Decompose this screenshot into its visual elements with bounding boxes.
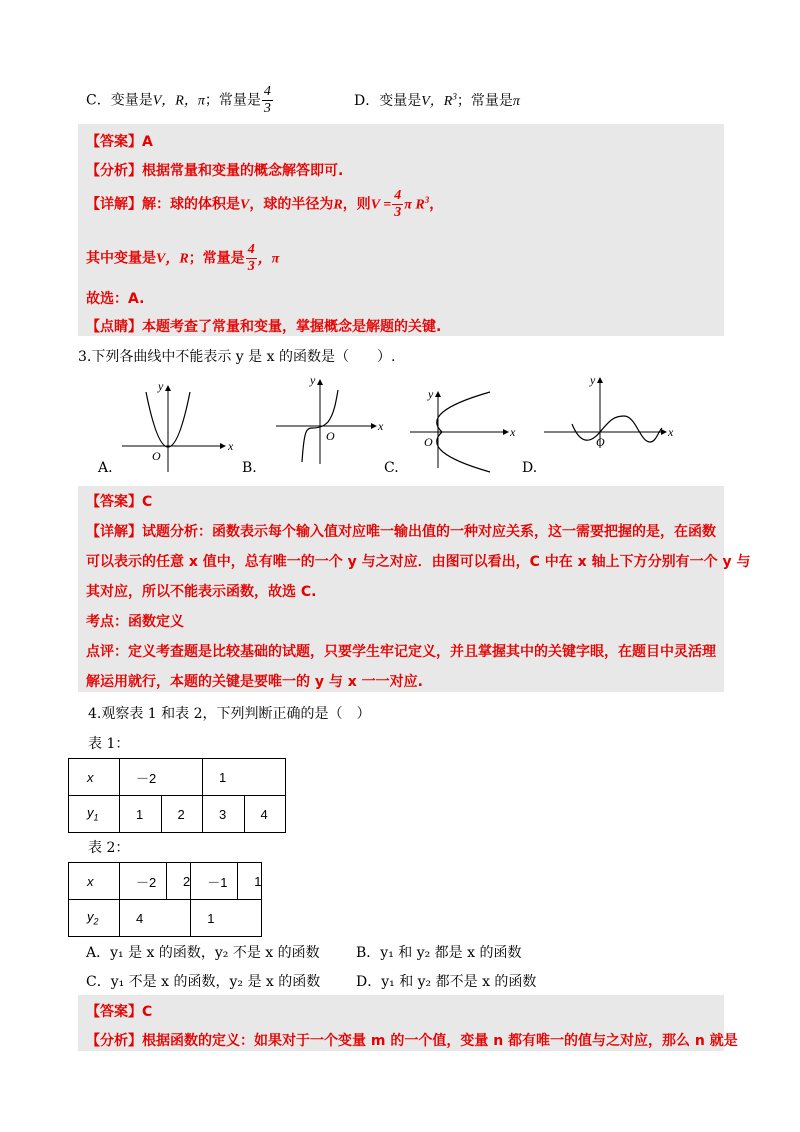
table2-cell: －2: [120, 863, 167, 900]
graph-b-x-label: x: [378, 419, 384, 433]
detail-prefix: 【详解】解：球的体积是: [86, 196, 240, 213]
q3-answer-line: 【答案】C: [86, 494, 153, 510]
detail-end: ，: [429, 196, 444, 213]
detail-then: ，则: [342, 196, 371, 213]
q2-answer-line: 【答案】A: [86, 134, 153, 150]
table1-cell: 3: [203, 796, 245, 833]
graph-d-y-label: y: [590, 373, 596, 387]
table1-cell: 2: [161, 796, 203, 833]
graph-c-x-label: x: [510, 425, 516, 439]
vars-pi: ，π: [257, 251, 280, 267]
table2-cell: 1: [191, 900, 262, 937]
q4-option-c: C．y₁ 不是 x 的函数，y₂ 是 x 的函数: [86, 974, 321, 990]
vars-fraction: [246, 242, 257, 275]
q2-comment-line: 【点睛】本题考查了常量和变量，掌握概念是解题的关键.: [86, 319, 442, 335]
option-c-prefix: C．变量是: [86, 92, 153, 109]
q2-option-c: [86, 84, 274, 117]
q3-detail-line-2: 可以表示的任意 x 值中，总有唯一的一个 y 与之对应．由图可以看出，C 中在 x 轴上下方分别有一个 y 与: [86, 554, 751, 570]
q2-conclusion-line: 故选：A.: [86, 291, 145, 307]
table-row: [69, 900, 262, 937]
q3-detail-line-3: 其对应，所以不能表示函数，故选 C.: [86, 584, 317, 600]
q4-option-a: A．y₁ 是 x 的函数，y₂ 不是 x 的函数: [86, 945, 320, 961]
option-d-vars: V，R: [421, 94, 453, 109]
q3-label-c: C.: [384, 460, 399, 476]
vars-frac-num: 4: [247, 242, 255, 257]
q4-analysis-line: 【分析】根据函数的定义：如果对于一个变量 m 的一个值，变量 n 都有唯一的值与之对应，那么 n 就是: [86, 1033, 738, 1049]
q3-label-d: D.: [522, 460, 538, 476]
fraction-four-thirds: [262, 84, 273, 117]
graph-b: [276, 373, 384, 464]
vars-frac-den: 3: [247, 259, 255, 274]
table2-cell: 1: [238, 863, 262, 900]
q2-vars-line: [86, 242, 279, 275]
table1-cell: 1: [120, 796, 162, 833]
table2-title: 表 2：: [88, 840, 130, 856]
option-d-const: π: [512, 94, 520, 109]
graph-a-origin: O: [152, 449, 161, 463]
detail-frac-den: 3: [394, 205, 402, 220]
graph-a-y-label: y: [158, 379, 164, 393]
option-c-vars: V，R，π: [152, 93, 205, 109]
q2-option-d: [354, 90, 520, 110]
table-row: [69, 759, 286, 796]
frac-den: 3: [263, 101, 271, 116]
q4-stem: 4.观察表 1 和表 2，下列判断正确的是（ ）: [88, 706, 371, 722]
table-2: [68, 862, 262, 937]
graph-d-origin: O: [596, 435, 605, 449]
table2-x-label: x: [69, 863, 120, 900]
graph-b-y-label: y: [310, 373, 316, 387]
graph-c: [410, 387, 516, 472]
vars-prefix: 其中变量是: [86, 250, 156, 267]
table1-cell: －2: [120, 759, 203, 796]
detail-formula: V =: [370, 197, 392, 213]
option-d-mid: ；常量是: [456, 93, 513, 109]
detail-mid: ，球的半径为: [249, 196, 334, 213]
q3-comment-line-1: 点评：定义考查题是比较基础的试题，只要学生牢记定义，并且掌握其中的关键字眼，在题目中灵活理: [86, 644, 716, 660]
detail-pi-r: π R: [404, 197, 425, 213]
detail-r: R: [333, 197, 343, 213]
vars-vals: V，R: [156, 251, 189, 267]
q4-option-d: D．y₁ 和 y₂ 都不是 x 的函数: [356, 974, 537, 990]
q3-label-a: A.: [98, 460, 113, 476]
option-d-prefix: D．变量是: [354, 93, 422, 109]
graph-d-x-label: x: [668, 425, 674, 439]
table1-cell: 4: [244, 796, 286, 833]
table2-cell: －1: [191, 863, 238, 900]
graph-a: [122, 379, 234, 472]
table-row: [69, 863, 262, 900]
q2-answer-box: [78, 124, 724, 336]
option-d-sup: 3: [452, 91, 457, 102]
q3-stem: 3.下列各曲线中不能表示 y 是 x 的函数是（ ）.: [78, 349, 396, 365]
detail-frac-num: 4: [394, 188, 402, 203]
detail-fraction: [392, 188, 403, 221]
table2-y-label: $y_2$: [69, 900, 120, 937]
graph-d: [544, 373, 674, 449]
table-row: [69, 796, 286, 833]
detail-sup: 3: [424, 194, 430, 205]
frac-num: 4: [263, 84, 271, 99]
graph-a-x-label: x: [228, 439, 234, 453]
graph-c-origin: O: [424, 435, 433, 449]
q3-comment-line-2: 解运用就行，本题的关键是要唯一的 y 与 x 一一对应.: [86, 674, 423, 690]
q3-point-line: 考点：函数定义: [86, 614, 184, 630]
q3-label-b: B.: [242, 460, 257, 476]
q3-detail-line-1: 【详解】试题分析：函数表示每个输入值对应唯一输出值的一种对应关系，这一需要把握的是，在函数: [86, 524, 716, 540]
q2-detail-line: [86, 188, 443, 221]
table2-cell: 4: [120, 900, 191, 937]
q4-option-b: B．y₁ 和 y₂ 都是 x 的函数: [356, 945, 522, 961]
table1-y-label: $y_1$: [69, 796, 120, 833]
graph-c-y-label: y: [428, 387, 434, 401]
table-1: [68, 758, 286, 833]
table2-cell: 2: [167, 863, 191, 900]
table1-x-label: x: [69, 759, 120, 796]
option-c-mid: ；常量是: [204, 92, 261, 109]
graph-b-origin: O: [326, 429, 335, 443]
q2-analysis-line: 【分析】根据常量和变量的概念解答即可.: [86, 163, 344, 179]
vars-mid: ；常量是: [188, 250, 245, 267]
table1-cell: 1: [203, 759, 286, 796]
q4-answer-line: 【答案】C: [86, 1004, 153, 1020]
table1-title: 表 1：: [88, 736, 130, 752]
detail-v: V: [240, 197, 250, 213]
